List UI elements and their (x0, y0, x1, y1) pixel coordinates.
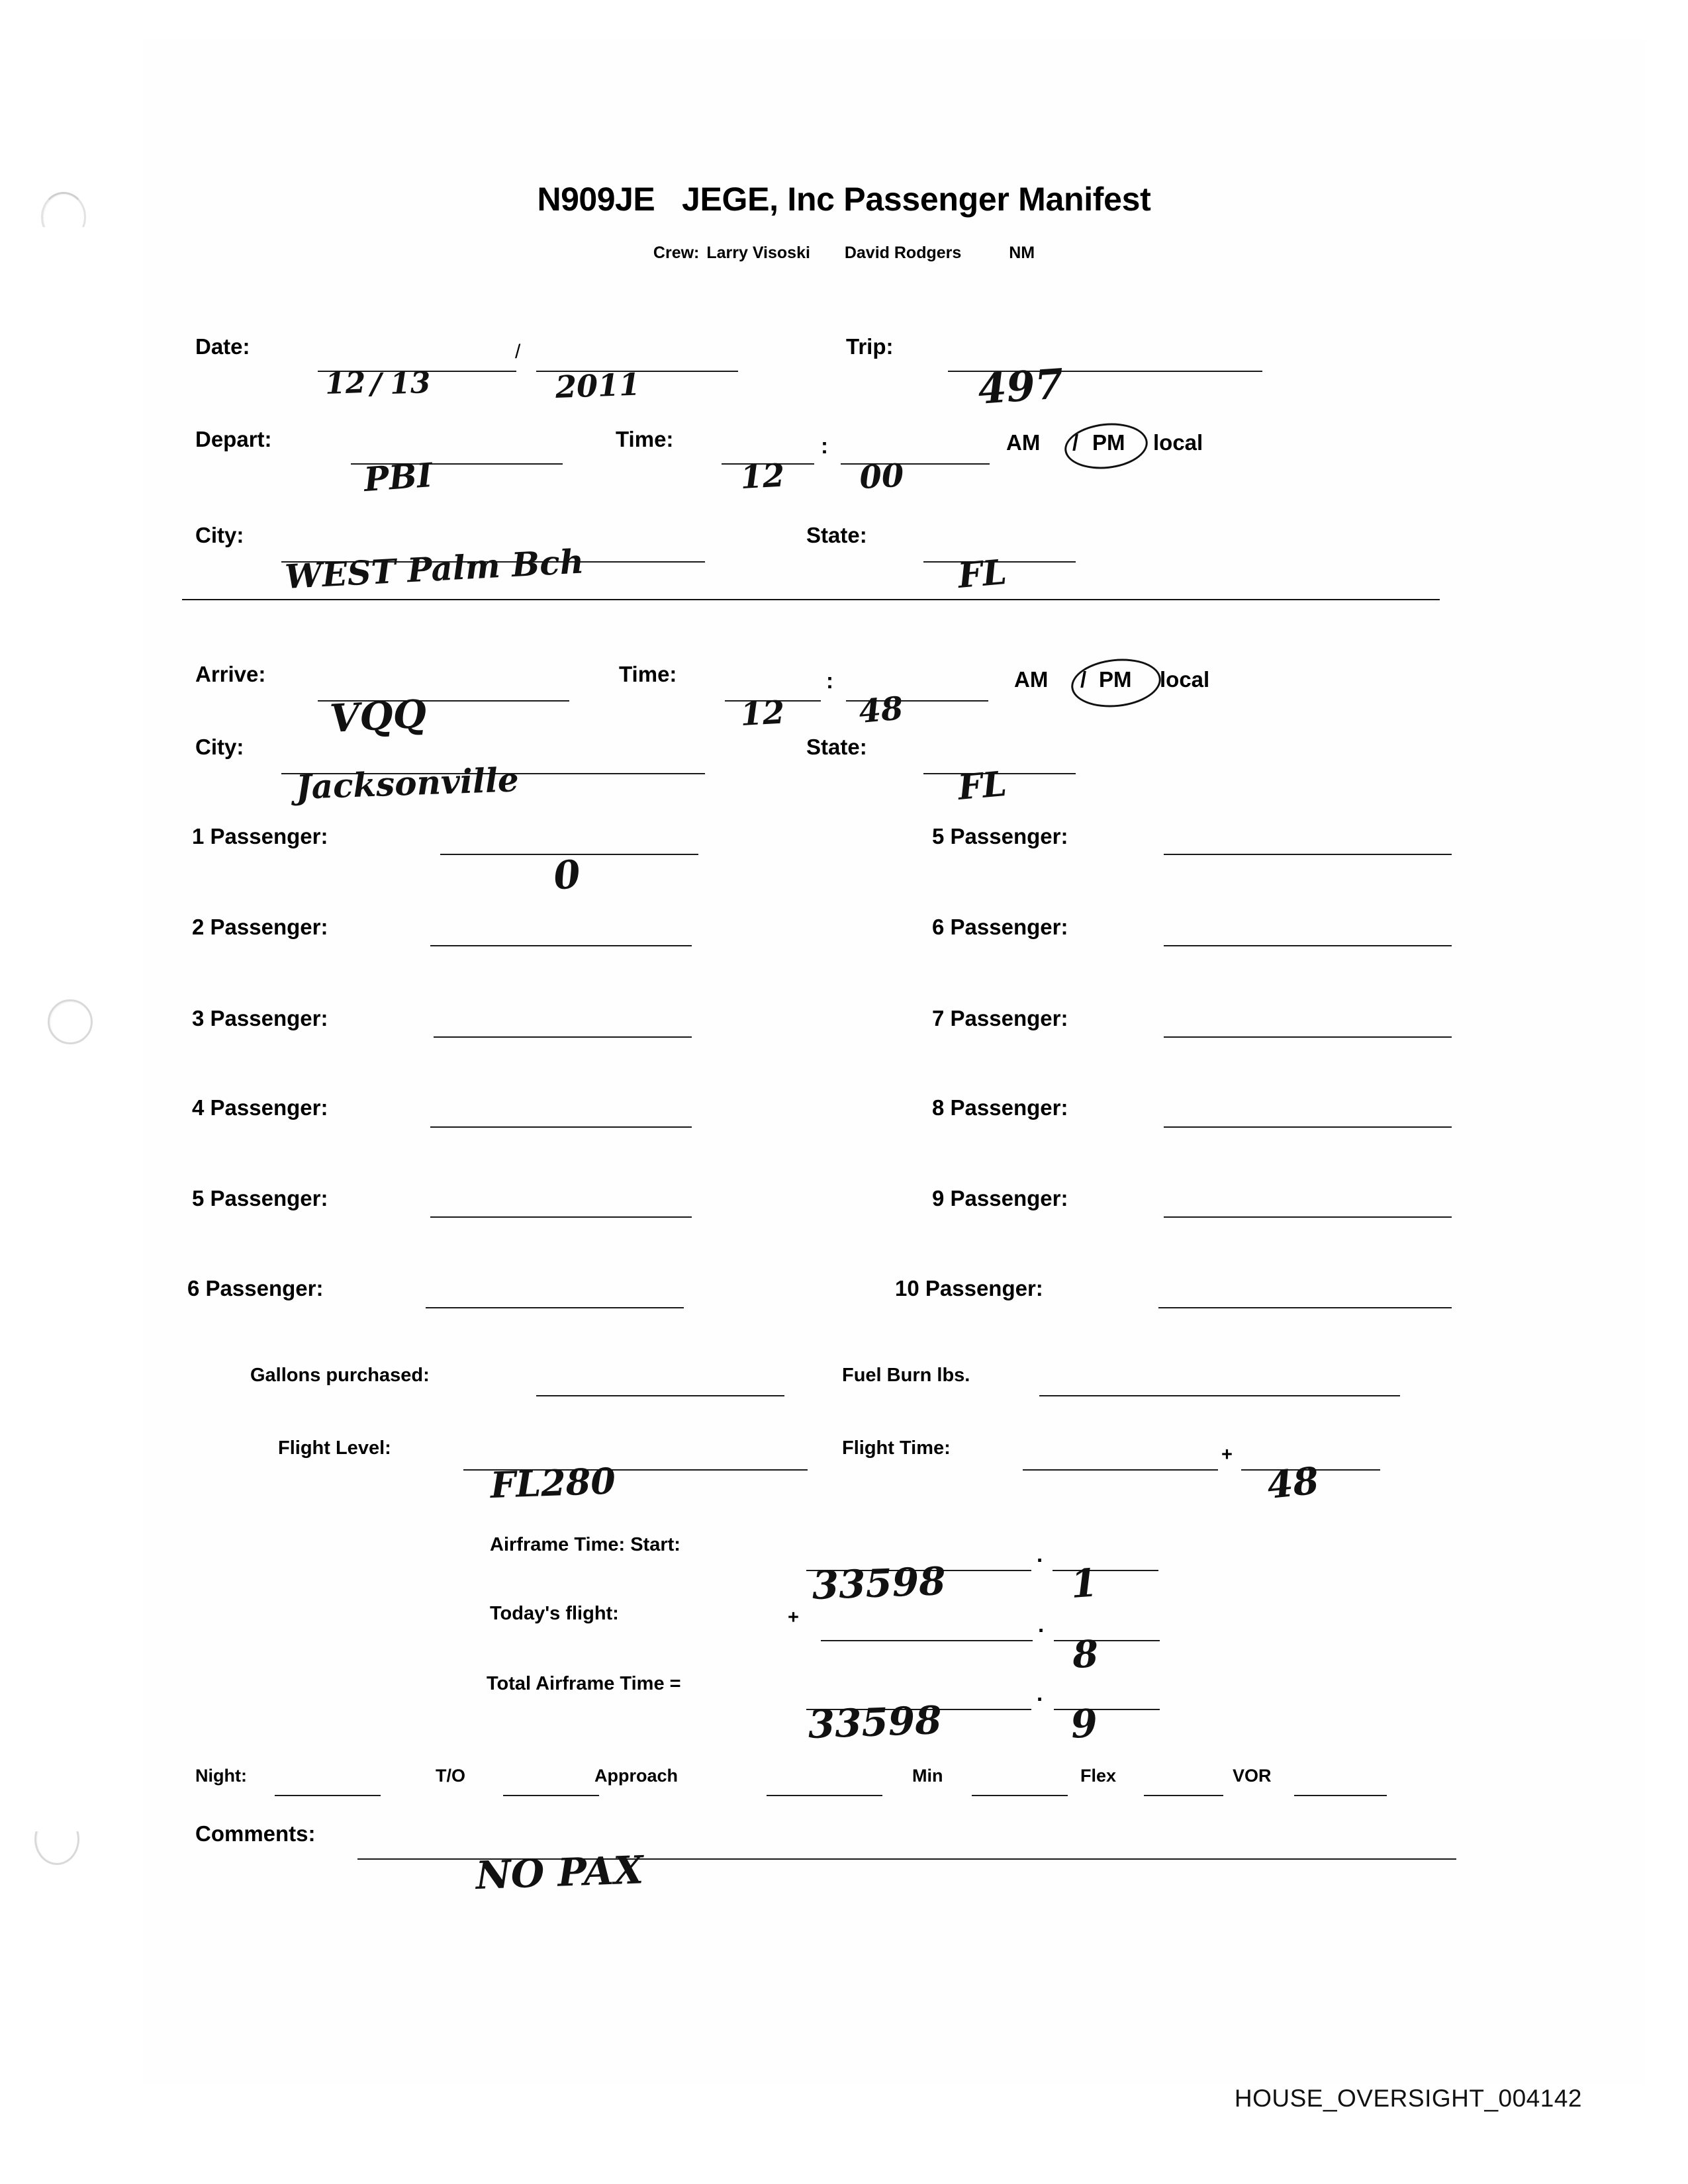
pax-rule-left-2 (430, 945, 692, 946)
flight-level-value: FL280 (489, 1459, 616, 1506)
date-day-value: 13 (389, 365, 432, 401)
pax-rule-left-5 (430, 1216, 692, 1218)
punch-hole-bottom (34, 1813, 79, 1865)
pax-rule-right-6 (1158, 1307, 1452, 1308)
pax-rule-left-6 (426, 1307, 684, 1308)
pax-label-left-4: 4 Passenger: (192, 1095, 328, 1120)
date-month-value: 12 (324, 365, 367, 401)
takeoff-rule (503, 1795, 599, 1796)
pax-label-right-5: 9 Passenger: (932, 1186, 1068, 1210)
airframe-start-label: Airframe Time: Start: (490, 1534, 680, 1555)
arrive-time-colon: : (826, 668, 833, 693)
comments-label: Comments: (195, 1821, 316, 1846)
flex-rule (1144, 1795, 1223, 1796)
bates-stamp: HOUSE_OVERSIGHT_004142 (1234, 2085, 1582, 2112)
depart-time-label: Time: (616, 427, 674, 451)
todays-flight-decimal: 8 (1071, 1632, 1100, 1677)
arrive-city-value: Jacksonville (295, 760, 520, 807)
arrive-label: Arrive: (195, 662, 266, 686)
arrive-time-hours: 12 (739, 694, 786, 733)
arrive-ampm-slash: / (1080, 667, 1087, 692)
depart-city-value: WEST Palm Bch (283, 541, 585, 596)
flight-time-plus: + (1221, 1444, 1233, 1465)
total-airframe-decimal: 9 (1069, 1700, 1100, 1747)
arrive-pm-label: PM (1099, 667, 1132, 692)
pax-rule-right-2 (1164, 945, 1452, 946)
trip-value: 497 (976, 359, 1066, 414)
comments-value: NO PAX (475, 1847, 644, 1898)
arrive-local-label: local (1160, 667, 1210, 692)
gallons-purchased-rule (536, 1395, 784, 1396)
pax-label-left-2: 2 Passenger: (192, 915, 328, 939)
flight-time-label: Flight Time: (842, 1437, 951, 1459)
depart-time-hours: 12 (739, 457, 786, 496)
pax-rule-right-3 (1164, 1036, 1452, 1038)
depart-local-label: local (1153, 430, 1203, 455)
arrive-time-minutes: 48 (857, 690, 905, 731)
punch-hole-middle (48, 999, 93, 1044)
pax-label-left-5: 5 Passenger: (192, 1186, 328, 1210)
night-rule (275, 1795, 381, 1796)
pax-label-left-1: 1 Passenger: (192, 824, 328, 848)
approach-label: Approach (594, 1766, 679, 1786)
date-year-value: 2011 (555, 366, 641, 405)
pax-label-right-2: 6 Passenger: (932, 915, 1068, 939)
fuel-burn-rule (1039, 1395, 1400, 1396)
todays-flight-plus: + (788, 1607, 799, 1628)
flight-level-label: Flight Level: (278, 1437, 391, 1459)
arrive-state-label: State: (806, 735, 867, 759)
pax-label-left-6: 6 Passenger: (187, 1276, 324, 1300)
todays-flight-decimal-rule (1054, 1640, 1160, 1641)
flight-time-rule-1 (1023, 1469, 1218, 1471)
arrive-value: VQQ (328, 691, 428, 741)
pax-rule-right-4 (1164, 1126, 1452, 1128)
depart-time-minutes: 00 (859, 457, 905, 496)
vor-rule (1294, 1795, 1387, 1796)
airframe-start-decimal-rule (1053, 1570, 1158, 1571)
pax-label-left-3: 3 Passenger: (192, 1006, 328, 1030)
todays-flight-dot: . (1038, 1612, 1045, 1637)
date-label: Date: (195, 334, 250, 359)
arrive-time-label: Time: (619, 662, 677, 686)
night-label: Night: (195, 1766, 247, 1786)
arrive-am-label: AM (1014, 667, 1049, 692)
crew-member-3: NM (1009, 244, 1035, 262)
depart-pm-label: PM (1092, 430, 1125, 455)
pax-rule-right-1 (1164, 854, 1452, 855)
aircraft-registration: N909JE (537, 181, 655, 218)
total-airframe-dot: . (1037, 1681, 1043, 1706)
approach-rule (767, 1795, 882, 1796)
pax-rule-right-5 (1164, 1216, 1452, 1218)
depart-state-value: FL (956, 551, 1009, 596)
crew-member-1: Larry Visoski (706, 244, 810, 262)
pax-value-left-1: 0 (551, 851, 583, 899)
fuel-burn-label: Fuel Burn lbs. (842, 1365, 970, 1386)
pax-rule-left-3 (434, 1036, 692, 1038)
pax-label-right-1: 5 Passenger: (932, 824, 1068, 848)
company-title: JEGE, Inc Passenger Manifest (681, 181, 1151, 218)
flex-label: Flex (1080, 1766, 1117, 1786)
date-sep-2: / (515, 341, 521, 363)
crew-line (0, 244, 1688, 263)
section-divider (182, 599, 1440, 600)
flight-time-value: 48 (1265, 1459, 1321, 1508)
depart-time-colon: : (821, 433, 828, 458)
min-rule (972, 1795, 1068, 1796)
depart-value: PBI (362, 455, 434, 499)
depart-ampm-slash: / (1072, 430, 1079, 455)
pax-label-right-4: 8 Passenger: (932, 1095, 1068, 1120)
date-sep-1: / (371, 367, 382, 401)
depart-am-label: AM (1006, 430, 1041, 455)
airframe-start-dot: . (1037, 1542, 1043, 1567)
takeoff-label: T/O (436, 1766, 465, 1786)
scanned-form-area (142, 40, 1645, 2085)
depart-city-label: City: (195, 523, 244, 547)
gallons-purchased-label: Gallons purchased: (250, 1365, 430, 1386)
todays-flight-rule (821, 1640, 1033, 1641)
page-title (0, 180, 1688, 218)
total-airframe-value: 33598 (807, 1697, 943, 1747)
min-label: Min (912, 1766, 943, 1786)
arrive-state-value: FL (956, 763, 1009, 808)
depart-state-label: State: (806, 523, 867, 547)
depart-label: Depart: (195, 427, 272, 451)
todays-flight-label: Today's flight: (490, 1603, 619, 1624)
trip-label: Trip: (846, 334, 894, 359)
total-airframe-label: Total Airframe Time = (487, 1673, 681, 1694)
arrive-city-label: City: (195, 735, 244, 759)
crew-member-2: David Rodgers (844, 244, 962, 262)
airframe-start-value: 33598 (811, 1558, 947, 1608)
airframe-start-decimal: 1 (1069, 1560, 1100, 1607)
pax-label-right-3: 7 Passenger: (932, 1006, 1068, 1030)
pax-label-right-6: 10 Passenger: (895, 1276, 1043, 1300)
pax-rule-left-4 (430, 1126, 692, 1128)
vor-label: VOR (1233, 1766, 1272, 1786)
crew-label: Crew: (653, 244, 700, 262)
